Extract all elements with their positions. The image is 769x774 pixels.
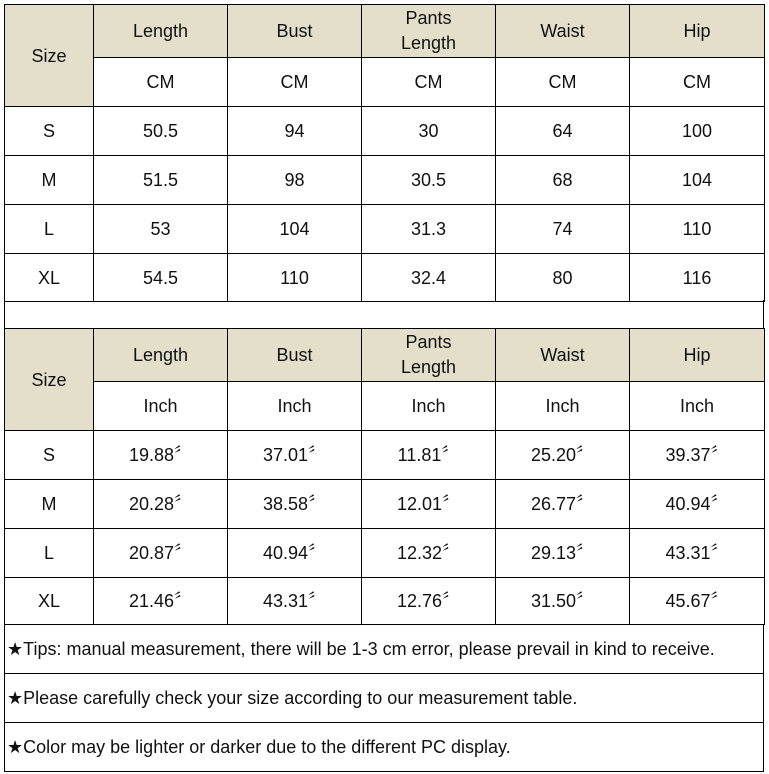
unit-cell: CM xyxy=(228,58,362,107)
unit-cell: CM xyxy=(362,58,496,107)
value-cell: 21.46〞 xyxy=(94,578,228,625)
value-cell: 68 xyxy=(496,156,630,205)
tip-text: ★Color may be lighter or darker due to the different PC display. xyxy=(5,723,764,772)
table-row xyxy=(5,254,765,302)
unit-row xyxy=(5,58,765,107)
table-row xyxy=(5,480,765,529)
cm-size-table xyxy=(4,4,765,302)
table-row xyxy=(5,529,765,578)
table-row xyxy=(5,431,765,480)
tip-row xyxy=(5,674,764,723)
value-cell: 11.81〞 xyxy=(362,431,496,480)
column-header-bust: Bust xyxy=(228,5,362,58)
value-cell: 32.4 xyxy=(362,254,496,302)
size-cell: XL xyxy=(5,254,94,302)
tip-text: ★Please carefully check your size according to our measurement table. xyxy=(5,674,764,723)
unit-cell: Inch xyxy=(630,382,765,431)
header-row xyxy=(5,329,765,382)
value-cell: 39.37〞 xyxy=(630,431,765,480)
value-cell: 43.31〞 xyxy=(630,529,765,578)
value-cell: 19.88〞 xyxy=(94,431,228,480)
column-header-length: Length xyxy=(94,329,228,382)
column-header-pants-length xyxy=(362,329,496,382)
value-cell: 64 xyxy=(496,107,630,156)
value-cell: 53 xyxy=(94,205,228,254)
table-row xyxy=(5,156,765,205)
table-separator xyxy=(4,300,764,328)
value-cell: 98 xyxy=(228,156,362,205)
column-header-bust: Bust xyxy=(228,329,362,382)
value-cell: 29.13〞 xyxy=(496,529,630,578)
value-cell: 12.76〞 xyxy=(362,578,496,625)
value-cell: 50.5 xyxy=(94,107,228,156)
column-header-hip: Hip xyxy=(630,5,765,58)
unit-cell: Inch xyxy=(362,382,496,431)
table-row xyxy=(5,578,765,625)
value-cell: 31.50〞 xyxy=(496,578,630,625)
tip-row xyxy=(5,625,764,674)
table-row xyxy=(5,107,765,156)
value-cell: 116 xyxy=(630,254,765,302)
value-cell: 30 xyxy=(362,107,496,156)
size-header: Size xyxy=(5,329,94,431)
size-cell: S xyxy=(5,107,94,156)
value-cell: 12.01〞 xyxy=(362,480,496,529)
value-cell: 45.67〞 xyxy=(630,578,765,625)
value-cell: 104 xyxy=(228,205,362,254)
value-cell: 37.01〞 xyxy=(228,431,362,480)
value-cell: 94 xyxy=(228,107,362,156)
unit-cell: CM xyxy=(496,58,630,107)
unit-cell: CM xyxy=(630,58,765,107)
value-cell: 26.77〞 xyxy=(496,480,630,529)
size-cell: L xyxy=(5,529,94,578)
unit-row xyxy=(5,382,765,431)
column-header-hip: Hip xyxy=(630,329,765,382)
header-row xyxy=(5,5,765,58)
tip-text: ★Tips: manual measurement, there will be 1-3 cm error, please prevail in kind to receive. xyxy=(5,625,764,674)
size-cell: M xyxy=(5,480,94,529)
unit-cell: Inch xyxy=(94,382,228,431)
value-cell: 31.3 xyxy=(362,205,496,254)
value-cell: 20.28〞 xyxy=(94,480,228,529)
pants-length-label: Pants Length xyxy=(400,8,457,53)
value-cell: 38.58〞 xyxy=(228,480,362,529)
column-header-waist: Waist xyxy=(496,5,630,58)
value-cell: 25.20〞 xyxy=(496,431,630,480)
value-cell: 110 xyxy=(228,254,362,302)
value-cell: 12.32〞 xyxy=(362,529,496,578)
value-cell: 110 xyxy=(630,205,765,254)
size-header: Size xyxy=(5,5,94,107)
tip-row xyxy=(5,723,764,772)
value-cell: 54.5 xyxy=(94,254,228,302)
column-header-waist: Waist xyxy=(496,329,630,382)
unit-cell: Inch xyxy=(228,382,362,431)
value-cell: 104 xyxy=(630,156,765,205)
value-cell: 20.87〞 xyxy=(94,529,228,578)
pants-length-label: Pants Length xyxy=(400,332,457,377)
size-cell: XL xyxy=(5,578,94,625)
column-header-length: Length xyxy=(94,5,228,58)
value-cell: 40.94〞 xyxy=(630,480,765,529)
value-cell: 80 xyxy=(496,254,630,302)
inch-size-table xyxy=(4,328,765,625)
value-cell: 100 xyxy=(630,107,765,156)
table-row xyxy=(5,205,765,254)
size-cell: S xyxy=(5,431,94,480)
value-cell: 43.31〞 xyxy=(228,578,362,625)
tips-table xyxy=(4,624,764,772)
unit-cell: Inch xyxy=(496,382,630,431)
value-cell: 51.5 xyxy=(94,156,228,205)
value-cell: 30.5 xyxy=(362,156,496,205)
unit-cell: CM xyxy=(94,58,228,107)
column-header-pants-length xyxy=(362,5,496,58)
size-cell: L xyxy=(5,205,94,254)
size-cell: M xyxy=(5,156,94,205)
value-cell: 40.94〞 xyxy=(228,529,362,578)
value-cell: 74 xyxy=(496,205,630,254)
